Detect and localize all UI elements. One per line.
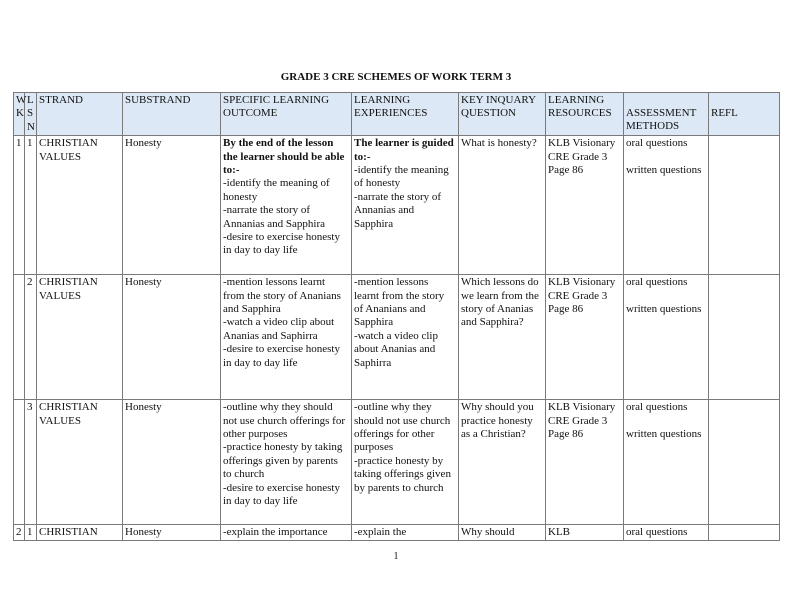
cell-wk: [14, 400, 25, 525]
assessment-oral: oral questions: [626, 276, 688, 289]
cell-wk: [14, 275, 25, 400]
cell-lsn: 1: [25, 136, 37, 275]
cell-resources: KLB: [546, 525, 624, 541]
cell-experiences: -mention lessons learnt from the story of Ananians and Sapphira -watch a video clip about Ananias and Saphirra: [352, 275, 459, 400]
cell-resources: KLB Visionary CRE Grade 3 Page 86: [546, 275, 624, 400]
experiences-lead: The learner is guided to:-: [354, 137, 454, 163]
table-row: [14, 525, 780, 541]
cell-wk: 2: [14, 525, 25, 541]
assessment-written: written questions: [626, 163, 702, 176]
scheme-table: [13, 92, 780, 541]
cell-question: Why should: [459, 525, 546, 541]
cell-refl: [709, 136, 780, 275]
cell-question: What is honesty?: [459, 136, 546, 275]
header-lsn: L S N: [25, 93, 37, 136]
assessment-written: written questions: [626, 302, 702, 315]
header-row: [14, 93, 780, 136]
cell-resources: KLB Visionary CRE Grade 3 Page 86: [546, 136, 624, 275]
cell-lsn: 2: [25, 275, 37, 400]
table-row: [14, 136, 780, 275]
cell-lsn: 1: [25, 525, 37, 541]
cell-experiences: -outline why they should not use church offerings for other purposes -practice honesty by taking offerings given by parents to church: [352, 400, 459, 525]
header-outcome: SPECIFIC LEARNING OUTCOME: [221, 93, 352, 136]
cell-substrand: Honesty: [123, 275, 221, 400]
cell-substrand: Honesty: [123, 525, 221, 541]
cell-refl: [709, 400, 780, 525]
cell-strand: CHRISTIAN VALUES: [37, 400, 123, 525]
cell-refl: [709, 525, 780, 541]
assessment-oral: oral questions: [626, 137, 688, 150]
cell-experiences: [352, 136, 459, 275]
cell-assessment: oral questions: [624, 525, 709, 541]
cell-substrand: Honesty: [123, 400, 221, 525]
page-number: 1: [393, 551, 399, 562]
cell-assessment: [624, 400, 709, 525]
table-row: [14, 275, 780, 400]
cell-lsn: 3: [25, 400, 37, 525]
cell-strand: CHRISTIAN VALUES: [37, 136, 123, 275]
cell-assessment: [624, 136, 709, 275]
header-wk: W K: [14, 93, 25, 136]
header-strand: STRAND: [37, 93, 123, 136]
cell-question: Which lessons do we learn from the story of Ananias and Sapphira?: [459, 275, 546, 400]
header-experiences: LEARNING EXPERIENCES: [352, 93, 459, 136]
outcome-text: -identify the meaning of honesty -narrate the story of Annanias and Sapphira -desire to exercise honesty in day to day life: [223, 177, 340, 257]
header-assessment: ASSESSMENT METHODS: [624, 93, 709, 136]
header-resources: LEARNING RESOURCES: [546, 93, 624, 136]
experiences-text: -identify the meaning of honesty -narrate the story of Annanias and Sapphira: [354, 164, 449, 230]
cell-outcome: [221, 136, 352, 275]
assessment-oral: oral questions: [626, 401, 688, 414]
outcome-lead: By the end of the lesson the learner should be able to:-: [223, 137, 345, 177]
header-refl: REFL: [709, 93, 780, 136]
cell-outcome: -explain the importance: [221, 525, 352, 541]
cell-outcome: -mention lessons learnt from the story of Ananians and Sapphira -watch a video clip about Ananias and Saphirra -desire to exercise honesty in day to day life: [221, 275, 352, 400]
cell-strand: CHRISTIAN: [37, 525, 123, 541]
assessment-written: written questions: [626, 427, 702, 440]
header-question: KEY INQUARY QUESTION: [459, 93, 546, 136]
cell-outcome: -outline why they should not use church offerings for other purposes -practice honesty by taking offerings given by parents to church -desire to exercise honesty in day to day life: [221, 400, 352, 525]
cell-wk: 1: [14, 136, 25, 275]
cell-experiences: -explain the: [352, 525, 459, 541]
cell-resources: KLB Visionary CRE Grade 3 Page 86: [546, 400, 624, 525]
header-substrand: SUBSTRAND: [123, 93, 221, 136]
cell-substrand: Honesty: [123, 136, 221, 275]
cell-strand: CHRISTIAN VALUES: [37, 275, 123, 400]
table-row: [14, 400, 780, 525]
cell-question: Why should you practice honesty as a Christian?: [459, 400, 546, 525]
cell-refl: [709, 275, 780, 400]
cell-assessment: [624, 275, 709, 400]
page-title: GRADE 3 CRE SCHEMES OF WORK TERM 3: [280, 71, 512, 83]
